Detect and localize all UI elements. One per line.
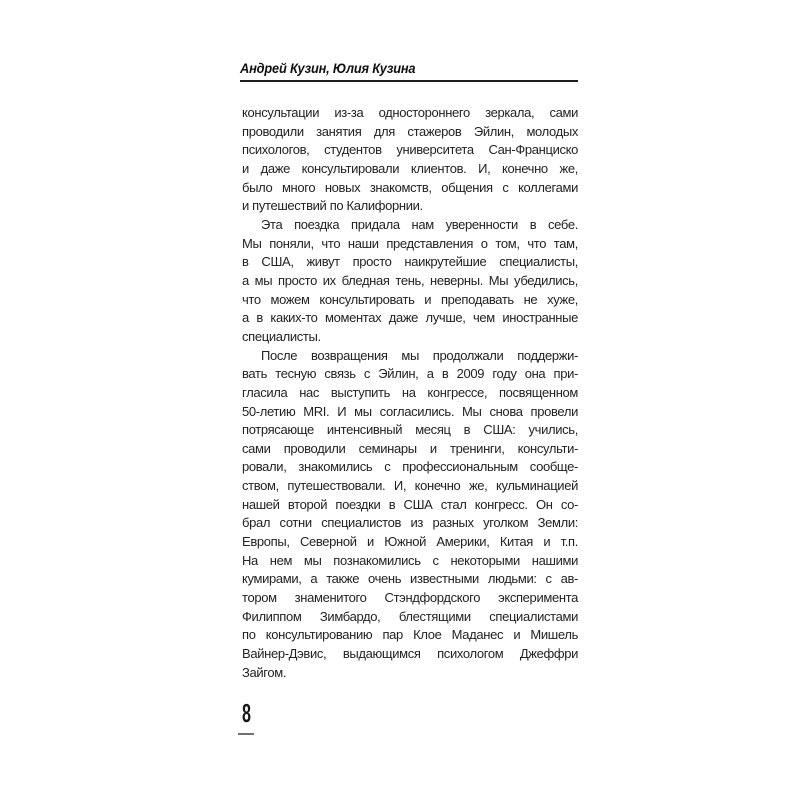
- body-text: [242, 104, 578, 682]
- text-line: сами проводили семинары и тренинги, консульти-: [242, 440, 578, 456]
- text-line: Мы поняли, что наши представления о том, что там,: [242, 235, 578, 251]
- text-line: и путешествий по Калифорнии.: [242, 198, 423, 214]
- text-line: а в каких-то моментах даже лучше, чем иностранные: [242, 310, 578, 326]
- text-line: в США, живут просто наикрутейшие специалисты,: [242, 254, 578, 270]
- text-line: ровали, знакомились с профессиональным сообще-: [242, 459, 578, 475]
- page-number: 8: [242, 698, 251, 728]
- author-line: Андрей Кузин, Юлия Кузина: [240, 61, 416, 76]
- text-line: потрясающе интенсивный месяц в США: учились,: [242, 422, 578, 438]
- text-line: консультации из-за одностороннего зеркала, сами: [242, 105, 578, 120]
- text-line: Вайнер-Дэвис, выдающимся психологом Джеффри: [242, 646, 578, 662]
- text-line: Филиппом Зимбардо, блестящими специалистами: [242, 608, 578, 624]
- text-line: а мы просто их бледная тень, неверны. Мы убедились,: [242, 272, 578, 288]
- text-line: и даже консультировали клиентов. И, конечно же,: [242, 160, 578, 176]
- text-line: вать тесную связь с Эйлин, а в 2009 году она при-: [242, 366, 578, 382]
- text-line: специалисты.: [242, 328, 321, 344]
- text-line: Зайгом.: [242, 664, 287, 680]
- header-rule: [240, 80, 578, 82]
- text-line: тором знаменитого Стэндфордского эксперимента: [242, 590, 578, 606]
- page-number-rule: [238, 733, 254, 735]
- text-line: ством, путешествовали. И, конечно же, кульминацией: [242, 478, 578, 494]
- text-line: что можем консультировать и преподавать не хуже,: [242, 291, 578, 307]
- text-line: гласила нас выступить на конгрессе, посвященном: [242, 384, 578, 400]
- text-line: На нем мы познакомились с некоторыми нашими: [242, 552, 578, 568]
- running-header: [240, 60, 580, 78]
- text-line: брал сотни специалистов из разных уголком Земли:: [242, 515, 578, 531]
- text-line: 50-летию MRI. И мы согласились. Мы снова провели: [242, 403, 578, 419]
- text-line: Эта поездка придала нам уверенности в себе.: [261, 216, 578, 232]
- text-line: Европы, Северной и Южной Америки, Китая и т.п.: [242, 534, 578, 550]
- text-line: кумирами, а также очень известными людьми: с ав-: [242, 571, 578, 587]
- text-line: нашей второй поездки в США стал конгресс. Он со-: [242, 496, 578, 512]
- text-line: После возвращения мы продолжали поддержи-: [261, 347, 578, 363]
- text-line: было много новых знакомств, общения с коллегами: [242, 179, 578, 195]
- text-line: по консультированию пар Клое Маданес и Мишель: [242, 627, 578, 643]
- text-line: проводили занятия для стажеров Эйлин, молодых: [242, 123, 578, 139]
- text-line: психологов, студентов университета Сан-Франциско: [242, 142, 578, 158]
